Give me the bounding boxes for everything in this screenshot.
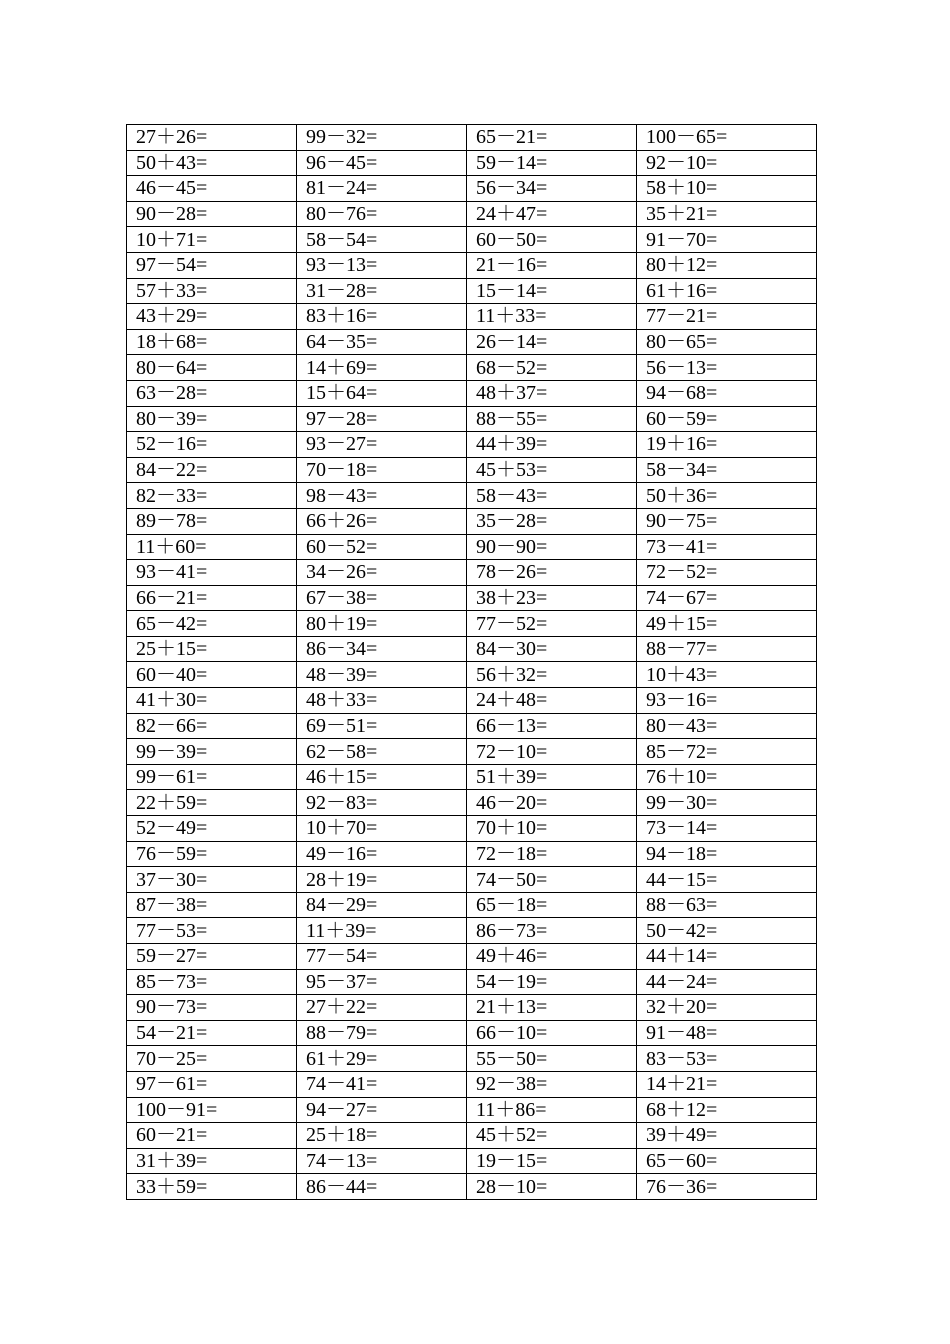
problem-cell: 24＋48=: [467, 688, 637, 714]
problem-cell: 66－10=: [467, 1020, 637, 1046]
problem-cell: 77－21=: [637, 304, 817, 330]
problem-cell: 56－13=: [637, 355, 817, 381]
problem-cell: 15－14=: [467, 278, 637, 304]
problem-cell: 100－65=: [637, 125, 817, 151]
problem-cell: 93－41=: [127, 560, 297, 586]
table-row: [127, 1071, 817, 1097]
problem-cell: 48＋33=: [297, 688, 467, 714]
problem-cell: 11＋60=: [127, 534, 297, 560]
table-row: [127, 304, 817, 330]
problem-cell: 50－42=: [637, 918, 817, 944]
table-row: [127, 841, 817, 867]
problem-cell: 76－36=: [637, 1174, 817, 1200]
problem-cell: 21＋13=: [467, 995, 637, 1021]
problem-cell: 35－28=: [467, 508, 637, 534]
problem-cell: 11＋39=: [297, 918, 467, 944]
problem-cell: 85－72=: [637, 739, 817, 765]
problem-cell: 92－83=: [297, 790, 467, 816]
table-row: [127, 713, 817, 739]
table-row: [127, 125, 817, 151]
problem-cell: 94－68=: [637, 380, 817, 406]
problem-cell: 68－52=: [467, 355, 637, 381]
table-row: [127, 1123, 817, 1149]
problem-cell: 100－91=: [127, 1097, 297, 1123]
problem-cell: 56－34=: [467, 176, 637, 202]
worksheet-body: [127, 125, 817, 1200]
problem-cell: 21－16=: [467, 252, 637, 278]
problem-cell: 89－78=: [127, 508, 297, 534]
problem-cell: 58－34=: [637, 457, 817, 483]
problem-cell: 61＋16=: [637, 278, 817, 304]
table-row: [127, 227, 817, 253]
problem-cell: 61＋29=: [297, 1046, 467, 1072]
problem-cell: 84－29=: [297, 892, 467, 918]
problem-cell: 65－42=: [127, 611, 297, 637]
problem-cell: 44＋14=: [637, 944, 817, 970]
table-row: [127, 892, 817, 918]
table-row: [127, 816, 817, 842]
problem-cell: 46－45=: [127, 176, 297, 202]
table-row: [127, 764, 817, 790]
problem-cell: 70－18=: [297, 457, 467, 483]
problem-cell: 68＋12=: [637, 1097, 817, 1123]
problem-cell: 66－21=: [127, 585, 297, 611]
problem-cell: 92－38=: [467, 1071, 637, 1097]
problem-cell: 50＋43=: [127, 150, 297, 176]
table-row: [127, 176, 817, 202]
table-row: [127, 662, 817, 688]
problem-cell: 80－76=: [297, 201, 467, 227]
problem-cell: 25＋18=: [297, 1123, 467, 1149]
problem-cell: 38＋23=: [467, 585, 637, 611]
problem-cell: 18＋68=: [127, 329, 297, 355]
problem-cell: 80－43=: [637, 713, 817, 739]
problem-cell: 83－53=: [637, 1046, 817, 1072]
problem-cell: 72－18=: [467, 841, 637, 867]
problem-cell: 99－61=: [127, 764, 297, 790]
problem-cell: 46－20=: [467, 790, 637, 816]
problem-cell: 31＋39=: [127, 1148, 297, 1174]
table-row: [127, 329, 817, 355]
problem-cell: 19－15=: [467, 1148, 637, 1174]
problem-cell: 65－60=: [637, 1148, 817, 1174]
problem-cell: 88－79=: [297, 1020, 467, 1046]
problem-cell: 64－35=: [297, 329, 467, 355]
problem-cell: 91－70=: [637, 227, 817, 253]
table-row: [127, 508, 817, 534]
problem-cell: 37－30=: [127, 867, 297, 893]
problem-cell: 81－24=: [297, 176, 467, 202]
problem-cell: 70－25=: [127, 1046, 297, 1072]
problem-cell: 74－41=: [297, 1071, 467, 1097]
table-row: [127, 252, 817, 278]
problem-cell: 27＋22=: [297, 995, 467, 1021]
problem-cell: 48－39=: [297, 662, 467, 688]
problem-cell: 26－14=: [467, 329, 637, 355]
problem-cell: 92－10=: [637, 150, 817, 176]
problem-cell: 15＋64=: [297, 380, 467, 406]
table-row: [127, 739, 817, 765]
problem-cell: 93－16=: [637, 688, 817, 714]
table-row: [127, 636, 817, 662]
problem-cell: 63－28=: [127, 380, 297, 406]
problem-cell: 70＋10=: [467, 816, 637, 842]
table-row: [127, 355, 817, 381]
problem-cell: 49＋15=: [637, 611, 817, 637]
table-row: [127, 150, 817, 176]
problem-cell: 80－39=: [127, 406, 297, 432]
problem-cell: 65－18=: [467, 892, 637, 918]
problem-cell: 72－10=: [467, 739, 637, 765]
problem-cell: 97－54=: [127, 252, 297, 278]
table-row: [127, 969, 817, 995]
problem-cell: 83＋16=: [297, 304, 467, 330]
problem-cell: 45＋53=: [467, 457, 637, 483]
problem-cell: 58－43=: [467, 483, 637, 509]
problem-cell: 57＋33=: [127, 278, 297, 304]
problem-cell: 82－66=: [127, 713, 297, 739]
problem-cell: 97－61=: [127, 1071, 297, 1097]
problem-cell: 55－50=: [467, 1046, 637, 1072]
table-row: [127, 560, 817, 586]
problem-cell: 99－32=: [297, 125, 467, 151]
problem-cell: 74－50=: [467, 867, 637, 893]
table-row: [127, 995, 817, 1021]
table-row: [127, 688, 817, 714]
problem-cell: 46＋15=: [297, 764, 467, 790]
problem-cell: 33＋59=: [127, 1174, 297, 1200]
problem-cell: 44－15=: [637, 867, 817, 893]
problem-cell: 74－13=: [297, 1148, 467, 1174]
problem-cell: 96－45=: [297, 150, 467, 176]
table-row: [127, 1148, 817, 1174]
table-row: [127, 611, 817, 637]
problem-cell: 52－49=: [127, 816, 297, 842]
problem-cell: 90－73=: [127, 995, 297, 1021]
table-row: [127, 1174, 817, 1200]
problem-cell: 59－14=: [467, 150, 637, 176]
problem-cell: 54－21=: [127, 1020, 297, 1046]
problem-cell: 14＋69=: [297, 355, 467, 381]
problem-cell: 74－67=: [637, 585, 817, 611]
problem-cell: 60－21=: [127, 1123, 297, 1149]
problem-cell: 91－48=: [637, 1020, 817, 1046]
problem-cell: 98－43=: [297, 483, 467, 509]
table-row: [127, 201, 817, 227]
table-row: [127, 918, 817, 944]
problem-cell: 41＋30=: [127, 688, 297, 714]
problem-cell: 97－28=: [297, 406, 467, 432]
problem-cell: 11＋33=: [467, 304, 637, 330]
problem-cell: 58－54=: [297, 227, 467, 253]
problem-cell: 24＋47=: [467, 201, 637, 227]
problem-cell: 44－24=: [637, 969, 817, 995]
problem-cell: 54－19=: [467, 969, 637, 995]
table-row: [127, 867, 817, 893]
table-row: [127, 585, 817, 611]
problem-cell: 65－21=: [467, 125, 637, 151]
problem-cell: 80－65=: [637, 329, 817, 355]
table-row: [127, 944, 817, 970]
problem-cell: 73－41=: [637, 534, 817, 560]
problem-cell: 93－13=: [297, 252, 467, 278]
problem-cell: 85－73=: [127, 969, 297, 995]
table-row: [127, 483, 817, 509]
problem-cell: 32＋20=: [637, 995, 817, 1021]
problem-cell: 86－34=: [297, 636, 467, 662]
problem-cell: 88－77=: [637, 636, 817, 662]
problem-cell: 39＋49=: [637, 1123, 817, 1149]
problem-cell: 80＋12=: [637, 252, 817, 278]
problem-cell: 22＋59=: [127, 790, 297, 816]
problem-cell: 60－59=: [637, 406, 817, 432]
problem-cell: 87－38=: [127, 892, 297, 918]
problem-cell: 10＋71=: [127, 227, 297, 253]
table-row: [127, 432, 817, 458]
problem-cell: 52－16=: [127, 432, 297, 458]
problem-cell: 25＋15=: [127, 636, 297, 662]
problem-cell: 66－13=: [467, 713, 637, 739]
problem-cell: 28－10=: [467, 1174, 637, 1200]
problem-cell: 58＋10=: [637, 176, 817, 202]
problem-cell: 14＋21=: [637, 1071, 817, 1097]
problem-cell: 77－54=: [297, 944, 467, 970]
problem-cell: 90－90=: [467, 534, 637, 560]
problem-cell: 77－53=: [127, 918, 297, 944]
problem-cell: 43＋29=: [127, 304, 297, 330]
problem-cell: 73－14=: [637, 816, 817, 842]
problem-cell: 45＋52=: [467, 1123, 637, 1149]
table-row: [127, 790, 817, 816]
problem-cell: 90－28=: [127, 201, 297, 227]
problem-cell: 72－52=: [637, 560, 817, 586]
problem-cell: 76＋10=: [637, 764, 817, 790]
problem-cell: 60－52=: [297, 534, 467, 560]
problem-cell: 78－26=: [467, 560, 637, 586]
problem-cell: 69－51=: [297, 713, 467, 739]
problem-cell: 31－28=: [297, 278, 467, 304]
problem-cell: 60－40=: [127, 662, 297, 688]
problem-cell: 82－33=: [127, 483, 297, 509]
problem-cell: 34－26=: [297, 560, 467, 586]
problem-cell: 86－73=: [467, 918, 637, 944]
problem-cell: 66＋26=: [297, 508, 467, 534]
problem-cell: 44＋39=: [467, 432, 637, 458]
table-row: [127, 1020, 817, 1046]
arithmetic-worksheet-table: [126, 124, 817, 1200]
problem-cell: 19＋16=: [637, 432, 817, 458]
problem-cell: 76－59=: [127, 841, 297, 867]
problem-cell: 95－37=: [297, 969, 467, 995]
problem-cell: 62－58=: [297, 739, 467, 765]
problem-cell: 59－27=: [127, 944, 297, 970]
problem-cell: 10＋43=: [637, 662, 817, 688]
problem-cell: 88－63=: [637, 892, 817, 918]
problem-cell: 28＋19=: [297, 867, 467, 893]
table-row: [127, 1097, 817, 1123]
problem-cell: 60－50=: [467, 227, 637, 253]
problem-cell: 56＋32=: [467, 662, 637, 688]
problem-cell: 67－38=: [297, 585, 467, 611]
table-row: [127, 380, 817, 406]
table-row: [127, 534, 817, 560]
problem-cell: 99－39=: [127, 739, 297, 765]
problem-cell: 50＋36=: [637, 483, 817, 509]
problem-cell: 84－30=: [467, 636, 637, 662]
problem-cell: 94－27=: [297, 1097, 467, 1123]
table-row: [127, 406, 817, 432]
problem-cell: 10＋70=: [297, 816, 467, 842]
problem-cell: 84－22=: [127, 457, 297, 483]
problem-cell: 49＋46=: [467, 944, 637, 970]
problem-cell: 88－55=: [467, 406, 637, 432]
problem-cell: 93－27=: [297, 432, 467, 458]
problem-cell: 27＋26=: [127, 125, 297, 151]
problem-cell: 80＋19=: [297, 611, 467, 637]
problem-cell: 48＋37=: [467, 380, 637, 406]
problem-cell: 80－64=: [127, 355, 297, 381]
table-row: [127, 278, 817, 304]
table-row: [127, 1046, 817, 1072]
problem-cell: 35＋21=: [637, 201, 817, 227]
problem-cell: 77－52=: [467, 611, 637, 637]
table-row: [127, 457, 817, 483]
problem-cell: 99－30=: [637, 790, 817, 816]
problem-cell: 11＋86=: [467, 1097, 637, 1123]
problem-cell: 90－75=: [637, 508, 817, 534]
problem-cell: 86－44=: [297, 1174, 467, 1200]
problem-cell: 49－16=: [297, 841, 467, 867]
problem-cell: 51＋39=: [467, 764, 637, 790]
problem-cell: 94－18=: [637, 841, 817, 867]
